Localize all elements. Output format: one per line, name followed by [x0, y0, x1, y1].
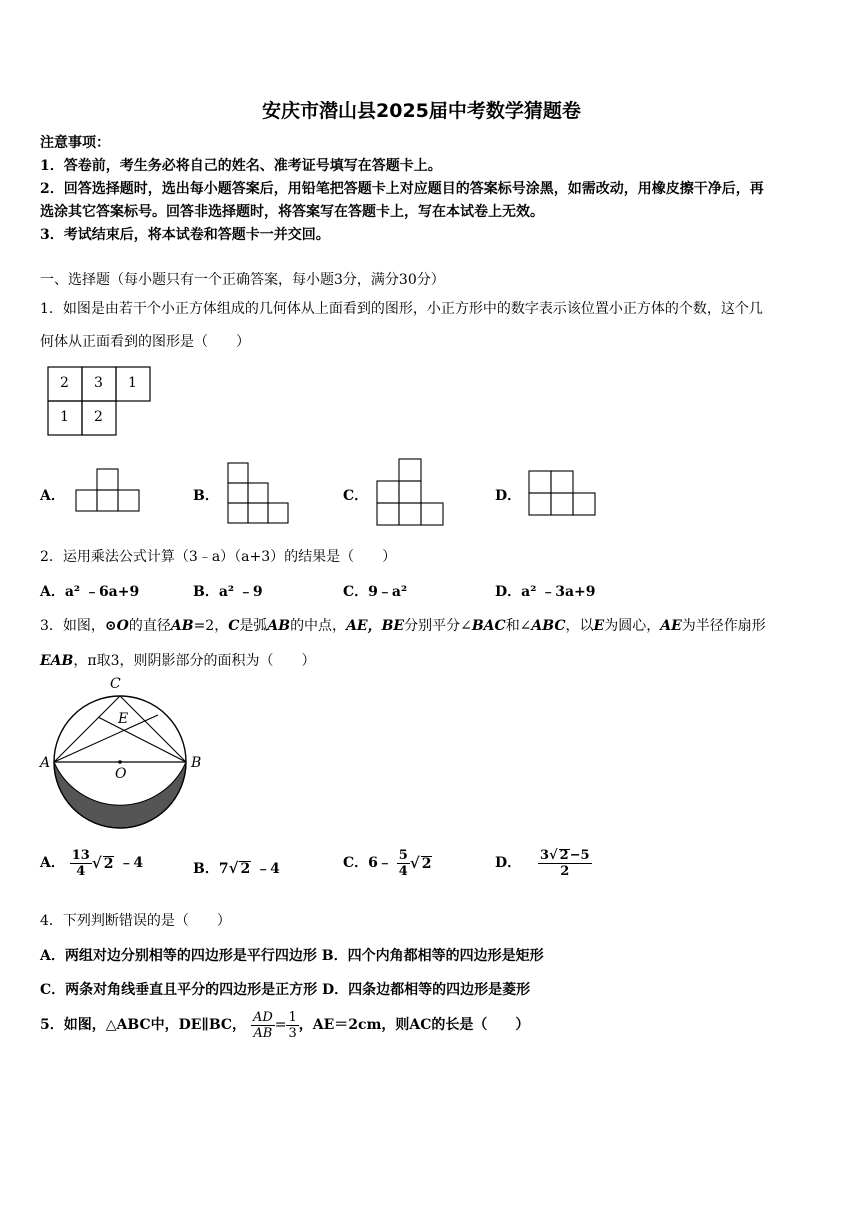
q3-circle-figure [40, 672, 210, 832]
q3-label-e-text: E [118, 711, 129, 727]
q3-option-d-fraction [538, 848, 592, 879]
q5-eq: = [274, 1017, 287, 1033]
q3-stem-line1 [40, 615, 766, 635]
sqrt-icon: √ [549, 848, 558, 863]
q3-ab: AB [170, 618, 194, 634]
q5-post: ，AE＝2cm，则AC的长是（ ） [298, 1017, 530, 1033]
q3-a-tail: ﹣4 [119, 855, 144, 871]
q3-label-c [110, 676, 121, 692]
notice-item-1: 1．答卷前，考生务必将自己的姓名、准考证号填写在答题卡上。 [40, 158, 442, 174]
q5-fraction-1-3 [286, 1010, 298, 1041]
notice-item-2: 2．回答选择题时，选出每小题答案后，用铅笔把答题卡上对应题目的答案标号涂黑，如需改动，用橡皮擦干净后，再 [40, 181, 764, 197]
q3-a-den: 4 [76, 864, 86, 879]
q1-option-b-figure [227, 462, 295, 526]
section-heading: 一、选择题（每小题只有一个正确答案，每小题3分，满分30分） [40, 272, 445, 288]
q3-text: =2， [193, 618, 229, 634]
q3-label-e [118, 711, 128, 727]
sqrt-icon: √ [91, 854, 102, 872]
q5-pre: 5．如图，△ABC中，DE∥BC， [40, 1017, 247, 1033]
q3-b-radicand: 2 [240, 861, 251, 877]
q3-a-radicand: 2 [103, 856, 114, 872]
q2-option-a: A．a² ﹣6a+9 [40, 584, 140, 600]
q3-option-a [40, 848, 143, 879]
q3-label-o-text: O [115, 766, 127, 782]
q3-d-radicand: 2 [559, 848, 569, 863]
q3-option-c [343, 848, 432, 879]
q3-label-a [40, 755, 50, 771]
grid-cell-1: 2 [60, 375, 69, 391]
sqrt-icon: √ [228, 859, 239, 877]
q3-option-d [495, 848, 592, 879]
q3-b-tail: ﹣4 [256, 861, 280, 877]
q3-text: 的中点， [290, 618, 347, 634]
q3-text: ，π取3，则阴影部分的面积为（ ） [73, 653, 316, 669]
q3-text: ，以 [565, 618, 594, 634]
q3-label-a-text: A [40, 755, 51, 771]
q3-option-d-label: D． [495, 855, 522, 871]
grid-cell-4: 1 [60, 409, 69, 425]
q4-stem: 4．下列判断错误的是（ ） [40, 913, 231, 929]
q3-label-c-text: C [110, 676, 121, 692]
q3-stem-line2 [40, 650, 315, 670]
q1-option-c-label: C． [343, 488, 369, 504]
notice-item-3: 3．考试结束后，将本试卷和答题卡一并交回。 [40, 227, 330, 243]
q3-d-num-post: −5 [569, 848, 590, 863]
q2-option-c: C．9﹣a² [343, 584, 408, 600]
q3-c-den: 4 [398, 864, 408, 879]
q3-ab: AB [267, 618, 291, 634]
q1-stem-line2: 何体从正面看到的图形是（ ） [40, 334, 250, 350]
q3-d-den: 2 [560, 864, 570, 879]
q1-option-d-figure [528, 470, 600, 518]
q1-option-a-label: A． [40, 488, 65, 504]
grid-cell-5: 2 [94, 409, 103, 425]
q1-option-a-figure [75, 468, 145, 516]
notice-item-2-cont: 选涂其它答案标号。回答非选择题时，将答案写在答题卡上，写在本试卷上无效。 [40, 204, 544, 220]
q3-b-pre: 7 [218, 861, 229, 877]
q2-option-d: D．a² ﹣3a+9 [495, 584, 596, 600]
q5-fraction-ad-ab [251, 1010, 275, 1041]
q5-rnum: 1 [288, 1010, 297, 1025]
q3-label-b [191, 755, 201, 771]
grid-cell-3: 1 [128, 375, 137, 391]
q3-ae-be: AE，BE [346, 618, 405, 634]
q5-stem [40, 1010, 529, 1041]
q3-bac: BAC [471, 618, 506, 634]
q3-text: 为圆心， [604, 618, 661, 634]
q3-option-b [193, 858, 280, 878]
q3-e: E [593, 618, 605, 634]
q3-d-num [538, 848, 592, 864]
q3-option-a-fraction [70, 848, 92, 879]
q3-c-radicand: 2 [421, 856, 432, 872]
q3-c-num: 5 [398, 848, 408, 863]
q1-stem-line1: 1．如图是由若干个小正方体组成的几何体从上面看到的图形，小正方形中的数字表示该位置小正方体的个数，这个几 [40, 301, 763, 317]
q1-option-b-label: B． [193, 488, 219, 504]
q3-label-o [115, 766, 126, 782]
q3-abc: ABC [531, 618, 566, 634]
q3-text: 的直径 [128, 618, 171, 634]
grid-cell-2: 3 [94, 375, 103, 391]
q3-option-a-label: A． [40, 855, 65, 871]
q5-rden: 3 [288, 1026, 297, 1041]
q5-den: AB [253, 1026, 273, 1041]
q3-d-num-pre: 3 [540, 848, 550, 863]
q3-text: 和∠ [505, 618, 532, 634]
q2-option-b: B．a² ﹣9 [193, 584, 263, 600]
q3-text: 分别平分∠ [404, 618, 472, 634]
q3-option-c-label: C． [343, 855, 369, 871]
q1-option-c-figure [376, 458, 448, 528]
sqrt-icon: √ [409, 854, 420, 872]
q3-option-b-label: B． [193, 861, 219, 877]
notice-heading: 注意事项： [40, 135, 110, 151]
q3-text: 为半径作扇形 [681, 618, 766, 634]
q5-num: AD [252, 1010, 273, 1025]
q3-c: C [228, 618, 240, 634]
q3-option-c-fraction [397, 848, 410, 879]
q2-stem: 2．运用乘法公式计算（3﹣a）（a+3）的结果是（ ） [40, 549, 397, 565]
q4-options-row2: C．两条对角线垂直且平分的四边形是正方形 D．四条边都相等的四边形是菱形 [40, 982, 531, 998]
q3-circle-o: ⊙O [104, 618, 129, 634]
q3-c-pre: 6﹣ [368, 855, 392, 871]
q3-label-b-text: B [191, 755, 202, 771]
q1-option-d-label: D． [495, 488, 522, 504]
q4-options-row1: A．两组对边分别相等的四边形是平行四边形 B．四个内角都相等的四边形是矩形 [40, 948, 544, 964]
q3-text: 3．如图， [40, 618, 105, 634]
q3-a-num: 13 [71, 848, 90, 863]
q3-text: 是弧 [239, 618, 268, 634]
q3-eab: EAB [40, 653, 74, 669]
page-title: 安庆市潜山县2025届中考数学猜题卷 [262, 100, 581, 122]
q3-ae: AE [660, 618, 682, 634]
